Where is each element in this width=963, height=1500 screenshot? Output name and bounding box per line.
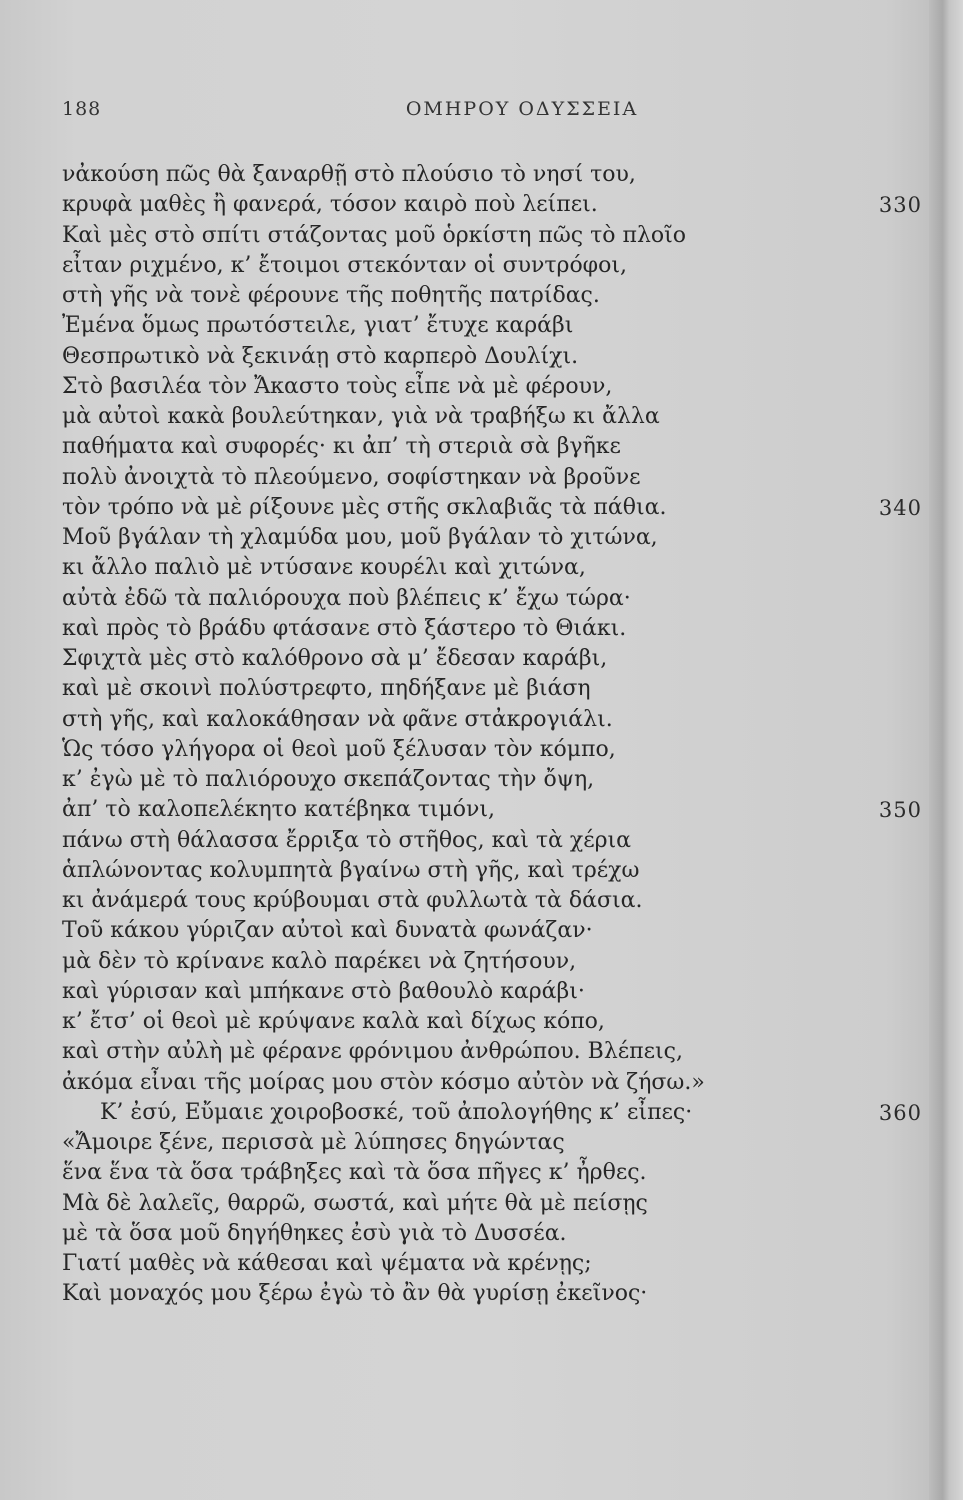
verse-text: Ἐμένα ὅμως πρωτόστειλε, γιατ’ ἔτυχε καράβι (62, 313, 574, 339)
verse-line (62, 705, 922, 735)
verse-text: ἕνα ἕνα τὰ ὅσα τράβηξες καὶ τὰ ὅσα πῆγες κ’ ἦρθες. (62, 1160, 647, 1186)
verse-text: Καὶ μοναχός μου ξέρω ἐγὼ τὸ ἂν θὰ γυρίσῃ ἐκεῖνος· (62, 1281, 648, 1307)
verse-text: Στὸ βασιλέα τὸν Ἄκαστο τοὺς εἶπε νὰ μὲ φέρουν, (62, 373, 613, 399)
verse-text: ἀκόμα εἶναι τῆς μοίρας μου στὸν κόσμο αὐτὸν νὰ ζήσω.» (62, 1069, 705, 1095)
verse-text: παθήματα καὶ συφορές· κι ἀπ’ τὴ στεριὰ σὰ βγῆκε (62, 434, 621, 460)
verse-text: κ’ ἔτσ’ οἱ θεοὶ μὲ κρύψανε καλὰ καὶ δίχως κόπο, (62, 1009, 605, 1034)
verse-line (62, 977, 922, 1007)
page-binding-edge (929, 0, 963, 1500)
verse-text: Μὰ δὲ λαλεῖς, θαρρῶ, σωστά, καὶ μήτε θὰ μὲ πείσῃς (62, 1190, 648, 1216)
verse-text: Μοῦ βγάλαν τὴ χλαμύδα μου, μοῦ βγάλαν τὸ χιτώνα, (62, 525, 658, 550)
verse-text: κ’ ἐγὼ μὲ τὸ παλιόρουχο σκεπάζοντας τὴν ὄψη, (62, 767, 595, 792)
verse-text: Γιατί μαθὲς νὰ κάθεσαι καὶ ψέματα νὰ κρένῃς; (62, 1251, 592, 1276)
verse-text: εἶταν ριχμένο, κ’ ἔτοιμοι στεκόνταν οἱ συντρόφοι, (62, 252, 627, 278)
verse-text: κρυφὰ μαθὲς ἢ φανερά, τόσον καιρὸ ποὺ λείπει. (62, 192, 598, 218)
verse-line (62, 765, 922, 795)
verse-text: Καὶ μὲς στὸ σπίτι στάζοντας μοῦ ὁρκίστη πῶς τὸ πλοῖο (62, 222, 687, 248)
line-number: 350 (878, 798, 922, 823)
verse-text: Κ’ ἐσύ, Εὔμαιε χοιροβοσκέ, τοῦ ἀπολογήθης κ’ εἶπες· (100, 1099, 693, 1125)
verse-line (62, 342, 922, 372)
verse-text: καὶ στὴν αὐλὴ μὲ φέρανε φρόνιμου ἀνθρώπου. Βλέπεις, (62, 1039, 683, 1065)
verse-text: κι ἀνάμερά τους κρύβουμαι στὰ φυλλωτὰ τὰ δάσια. (62, 888, 643, 913)
verse-line (62, 644, 922, 674)
verse-text: πολὺ ἀνοιχτὰ τὸ πλεούμενο, σοφίστηκαν νὰ βροῦνε (62, 464, 641, 490)
verse-text: μὰ δὲν τὸ κρίνανε καλὸ παρέκει νὰ ζητήσουν, (62, 948, 577, 974)
verse-line (62, 311, 922, 341)
page-header (62, 98, 922, 128)
verse-text: ἁπλώνοντας κολυμπητὰ βγαίνω στὴ γῆς, καὶ τρέχω (62, 857, 640, 883)
verse-text: νἀκούση πῶς θὰ ξαναρθῇ στὸ πλούσιο τὸ νησί του, (62, 162, 636, 187)
verse-text: μὲ τὰ ὅσα μοῦ δηγήθηκες ἐσὺ γιὰ τὸ Δυσσέα. (62, 1220, 567, 1246)
verse-line (62, 1158, 922, 1188)
verse-text: κι ἄλλο παλιὸ μὲ ντύσανε κουρέλι καὶ χιτώνα, (62, 555, 586, 581)
verse-line (62, 221, 922, 251)
verse-line (62, 947, 922, 977)
verse-line (62, 1037, 922, 1067)
verse-line (62, 1189, 922, 1219)
verse-line (62, 160, 922, 190)
verse-line (62, 463, 922, 493)
verse-text: Σφιχτὰ μὲς στὸ καλόθρονο σὰ μ’ ἔδεσαν καράβι, (62, 646, 608, 671)
verse-text: Θεσπρωτικὸ νὰ ξεκινάῃ στὸ καρπερὸ Δουλίχι. (62, 343, 579, 369)
verse-line (62, 584, 922, 614)
running-title: ΟΜΗΡΟΥ ΟΔΥΣΣΕΙΑ (405, 98, 639, 120)
verse-text: τὸν τρόπο νὰ μὲ ρίξουνε μὲς στῆς σκλαβιᾶς τὰ πάθια. (62, 494, 667, 520)
verse-text: αὐτὰ ἐδῶ τὰ παλιόρουχα ποὺ βλέπεις κ’ ἔχω τώρα· (62, 585, 631, 611)
verse-line (62, 251, 922, 281)
verse-line (62, 1007, 922, 1037)
verse-text: Ὡς τόσο γλήγορα οἱ θεοὶ μοῦ ξέλυσαν τὸν κόμπο, (62, 736, 616, 762)
verse-text: καὶ γύρισαν καὶ μπήκανε στὸ βαθουλὸ καράβι· (62, 978, 585, 1004)
verse-line (62, 674, 922, 704)
verse-line (62, 1219, 922, 1249)
verse-line (62, 402, 922, 432)
verse-line (62, 190, 922, 220)
verse-line (62, 1249, 922, 1279)
verse-line (62, 1068, 922, 1098)
verse-line (62, 795, 922, 825)
verse-text: «Ἄμοιρε ξένε, περισσὰ μὲ λύπησες δηγώντας (62, 1130, 565, 1155)
verse-text: στὴ γῆς νὰ τονὲ φέρουνε τῆς ποθητῆς πατρίδας. (62, 283, 600, 308)
verse-line (62, 372, 922, 402)
verse-line (62, 523, 922, 553)
verse-text: καὶ μὲ σκοινὶ πολύστρεφτο, πηδήξανε μὲ βιάση (62, 676, 591, 702)
verse-text: καὶ πρὸς τὸ βράδυ φτάσανε στὸ ξάστερο τὸ Θιάκι. (62, 615, 627, 641)
line-number: 330 (878, 193, 922, 218)
line-number: 360 (878, 1100, 922, 1125)
verse-line (62, 281, 922, 311)
verse-line (62, 1128, 922, 1158)
verse-line (62, 553, 922, 583)
verse-line (62, 886, 922, 916)
verse-line (62, 614, 922, 644)
verse-text: πάνω στὴ θάλασσα ἔρριξα τὸ στῆθος, καὶ τὰ χέρια (62, 827, 632, 853)
verse-line (62, 826, 922, 856)
verse-line (62, 1279, 922, 1309)
verse-text-block (62, 160, 922, 1310)
verse-line (62, 856, 922, 886)
verse-text: στὴ γῆς, καὶ καλοκάθησαν νὰ φᾶνε στἀκρογιάλι. (62, 706, 613, 732)
page-number: 188 (62, 98, 102, 120)
verse-line (62, 735, 922, 765)
verse-line (62, 916, 922, 946)
line-number: 340 (878, 495, 922, 520)
verse-line (62, 1098, 922, 1128)
verse-line (62, 432, 922, 462)
verse-text: μὰ αὐτοὶ κακὰ βουλεύτηκαν, γιὰ νὰ τραβήξω κι ἄλλα (62, 404, 660, 429)
verse-text: Τοῦ κάκου γύριζαν αὐτοὶ καὶ δυνατὰ φωνάζαν· (62, 918, 593, 944)
verse-text: ἀπ’ τὸ καλοπελέκητο κατέβηκα τιμόνι, (62, 797, 496, 823)
verse-line (62, 493, 922, 523)
